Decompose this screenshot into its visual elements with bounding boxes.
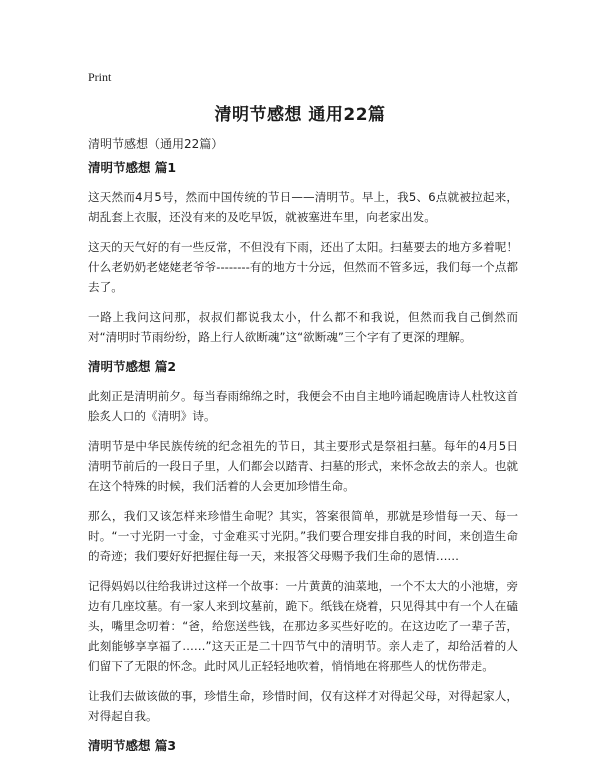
- section-heading: 清明节感想 篇3: [88, 738, 177, 753]
- paragraph: 一路上我问这问那，叔叔们都说我太小，什么都不和我说，但然而我自己倒然而对“清明时节雨纷纷，路上行人欲断魂”这“欲断魂”三个字有了更深的理解。: [88, 310, 518, 344]
- paragraph: 这天然而4月5号，然而中国传统的节日——清明节。早上，我5、6点就被拉起来，胡乱套上衣服，还没有来的及吃早饭，就被塞进车里，向老家出发。: [88, 190, 518, 224]
- paragraph: 清明节是中华民族传统的纪念祖先的节日，其主要形式是祭祖扫墓。每年的4月5日清明节前后的一段日子里，人们都会以踏青、扫墓的形式，来怀念故去的亲人。也就在这个特殊的时候，我们活着的人会更加珍惜生命。: [88, 439, 518, 493]
- section-heading: 清明节感想 篇1: [88, 160, 177, 175]
- paragraph: 这天的天气好的有一些反常，不但没有下雨，还出了太阳。扫墓要去的地方多着呢！什么老奶奶老姥姥老爷爷--------有的地方十分远，但然而不管多远，我们每一个点都去了。: [88, 240, 518, 294]
- page-title: 清明节感想 通用22篇: [214, 105, 386, 125]
- section-heading: 清明节感想 篇2: [88, 359, 177, 374]
- paragraph: 让我们去做该做的事，珍惜生命，珍惜时间，仅有这样才对得起父母，对得起家人，对得起自我。: [88, 689, 518, 723]
- paragraph: 此刻正是清明前夕。每当春雨绵绵之时，我便会不由自主地吟诵起晚唐诗人杜牧这首脍炙人口的《清明》诗。: [88, 389, 518, 423]
- paragraph: 记得妈妈以往给我讲过这样一个故事：一片黄黄的油菜地，一个不太大的小池塘，旁边有几座坟墓。有一家人来到坟墓前，跪下。纸钱在烧着，只见得其中有一个人在磕头，嘴里念叨着：“爸，给您送些钱，在那边多买些好吃的。在这边吃了一辈子苦，此刻能够享享福了……”这天正是二十四节气中的清明节。亲人走了，却给活着的人们留下了无限的怀念。此时风儿正轻轻地吹着，悄悄地在将那些人的忧伤带走。: [88, 579, 518, 673]
- article-body: [88, 158, 518, 765]
- document-subtitle: 清明节感想（通用22篇）: [88, 137, 224, 151]
- document-page: [88, 0, 520, 776]
- print-link[interactable]: Print: [88, 70, 112, 84]
- paragraph: 那么，我们又该怎样来珍惜生命呢？其实，答案很简单，那就是珍惜每一天、每一时。“一寸光阴一寸金，寸金难买寸光阴。”我们要合理安排自我的时间，来创造生命的奇迹；我们要好好把握住每一天，来报答父母赐予我们生命的恩情……: [88, 509, 518, 563]
